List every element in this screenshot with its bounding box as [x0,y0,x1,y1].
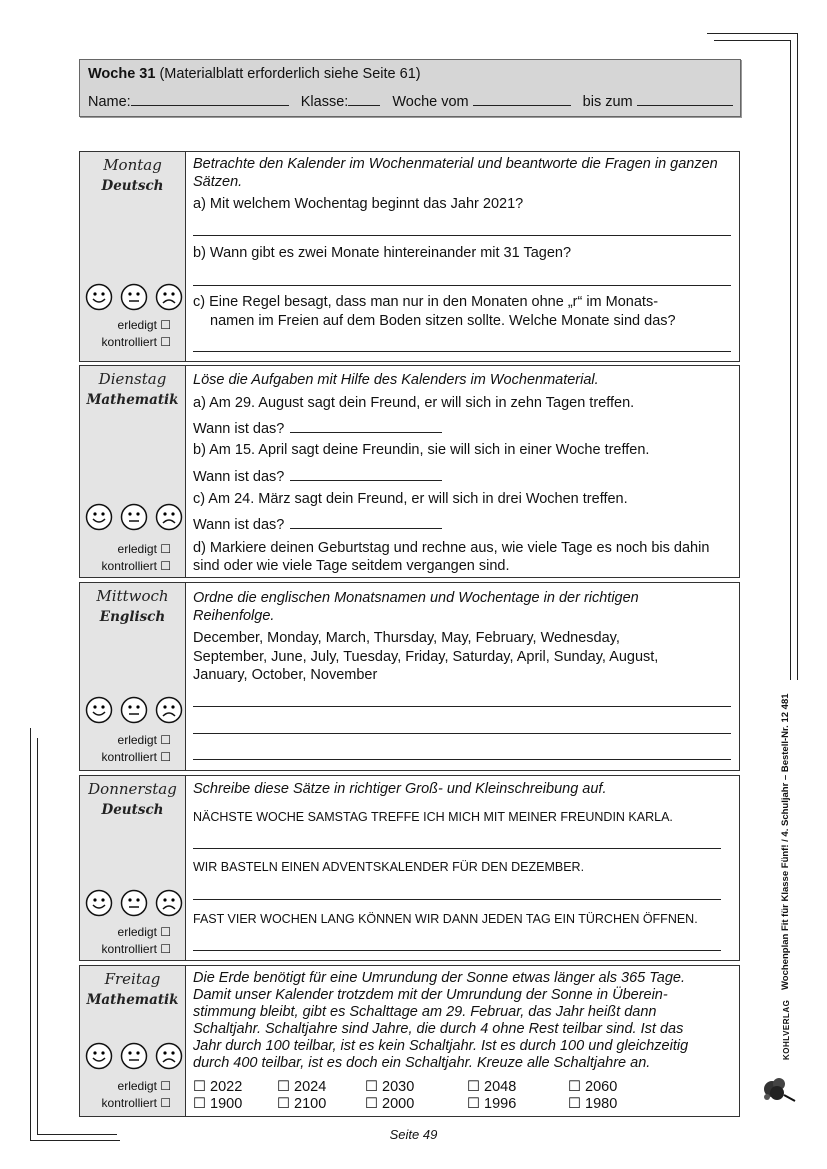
sad-face-icon[interactable] [155,696,183,724]
subject-label: Mathematik [86,392,179,408]
checked-checkbox[interactable]: kontrolliert ☐ [101,750,171,764]
done-checkbox[interactable]: erledigt ☐ [117,925,171,939]
year-checkbox[interactable]: ☐ 2022 [193,1079,243,1095]
week-note: (Materialblatt erforderlich siehe Seite 61) [159,66,421,82]
section-tuesday [79,365,740,578]
sad-face-icon[interactable] [155,1042,183,1070]
question-c-cont: namen im Freien auf dem Boden sitzen sollte. Welche Monate sind das? [210,313,676,329]
neutral-face-icon[interactable] [120,696,148,724]
neutral-face-icon[interactable] [120,1042,148,1070]
answer-line[interactable] [193,351,731,352]
page-number: Seite 49 [389,1127,438,1142]
year-checkbox[interactable]: ☐ 1900 [193,1096,243,1112]
done-checkbox[interactable]: erledigt ☐ [117,542,171,556]
answer-line[interactable] [193,899,721,900]
question-b: b) Wann gibt es zwei Monate hintereinander mit 31 Tagen? [193,245,572,261]
word-list: January, October, November [193,667,378,683]
question-d-cont: sind oder wie viele Tage seitdem vergangen sind. [193,558,510,574]
done-checkbox[interactable]: erledigt ☐ [117,733,171,747]
header-box [79,59,741,117]
frame-line [707,33,797,34]
day-label: Freitag [104,970,161,988]
publisher-text: KOHLVERLAG [782,999,791,1060]
answer-line[interactable] [193,285,731,286]
year-checkbox[interactable]: ☐ 1996 [467,1096,517,1112]
task-text: Schaltjahr. Schaltjahre sind Jahre, die durch 4 ohne Rest teilbar sind. Ist das [193,1021,684,1037]
happy-face-icon[interactable] [85,889,113,917]
subject-label: Englisch [99,609,166,625]
when-label: Wann ist das? [193,421,285,437]
frame-line [37,738,38,1134]
answer-row [193,468,731,486]
section-wednesday [79,582,740,771]
year-checkbox[interactable]: ☐ 2060 [568,1079,618,1095]
sentence-2: WIR BASTELN EINEN ADVENTSKALENDER FÜR DEN DEZEMBER. [193,860,585,874]
answer-line[interactable] [193,235,731,236]
done-checkbox[interactable]: erledigt ☐ [117,318,171,332]
year-checkbox[interactable]: ☐ 2000 [365,1096,415,1112]
year-checkbox[interactable]: ☐ 2030 [365,1079,415,1095]
sad-face-icon[interactable] [155,889,183,917]
week-label: Woche 31 [88,66,156,82]
neutral-face-icon[interactable] [120,283,148,311]
day-panel [80,152,186,361]
rating-smileys [85,1042,183,1070]
side-info-text: Wochenplan Fit für Klasse Fünf! / 4. Schuljahr – Bestell-Nr. 12 481 [780,693,791,990]
word-list: September, June, July, Tuesday, Friday, Saturday, April, Sunday, August, [193,649,659,665]
task-intro-cont: Reihenfolge. [193,608,275,624]
sad-face-icon[interactable] [155,283,183,311]
class-label: Klasse: [300,94,349,110]
frame-line [790,40,791,680]
day-label: Donnerstag [88,780,177,798]
until-label: bis zum [582,94,633,110]
checked-checkbox[interactable]: kontrolliert ☐ [101,1096,171,1110]
when-label: Wann ist das? [193,517,285,533]
answer-row [193,420,731,438]
answer-row [193,516,731,534]
checked-checkbox[interactable]: kontrolliert ☐ [101,942,171,956]
question-c: c) Eine Regel besagt, dass man nur in den Monaten ohne „r“ im Monats- [193,294,659,310]
week-from-label: Woche vom [392,94,469,110]
frame-line [30,728,31,1140]
question-c: c) Am 24. März sagt dein Freund, er will sich in drei Wochen treffen. [193,491,628,507]
answer-line[interactable] [193,950,721,951]
when-label: Wann ist das? [193,469,285,485]
question-d: d) Markiere deinen Geburtstag und rechne aus, wie viele Tage es noch bis dahin [193,540,710,556]
done-checkbox[interactable]: erledigt ☐ [117,1079,171,1093]
answer-field[interactable] [290,420,442,433]
task-intro: Betrachte den Kalender im Wochenmaterial und beantworte die Fragen in ganzen Sätzen. [193,156,718,190]
happy-face-icon[interactable] [85,283,113,311]
section-friday [79,965,740,1117]
publisher-logo-icon [762,1073,798,1103]
task-text: Damit unser Kalender trotzdem mit der Umrundung der Sonne in Überein- [193,987,668,1003]
until-field[interactable] [637,93,733,106]
section-thursday [79,775,740,961]
year-checkbox[interactable]: ☐ 2100 [277,1096,327,1112]
section-monday [79,151,740,362]
answer-line[interactable] [193,733,731,734]
neutral-face-icon[interactable] [120,889,148,917]
checked-checkbox[interactable]: kontrolliert ☐ [101,335,171,349]
subject-label: Mathematik [86,992,179,1008]
rating-smileys [85,503,183,531]
frame-line [797,33,798,680]
question-b: b) Am 15. April sagt deine Freundin, sie will sich in einer Woche treffen. [193,442,650,458]
task-text: Die Erde benötigt für eine Umrundung der Sonne etwas länger als 365 Tage. [193,970,685,986]
year-checkbox[interactable]: ☐ 2024 [277,1079,327,1095]
word-list: December, Monday, March, Thursday, May, February, Wednesday, [193,630,620,646]
answer-field[interactable] [290,468,442,481]
task-text: Jahr durch 100 teilbar, ist es kein Schaltjahr. Ist es durch 100 und gleichzeitig [193,1038,689,1054]
day-panel [80,776,186,960]
year-checkbox[interactable]: ☐ 2048 [467,1079,517,1095]
sentence-3: FAST VIER WOCHEN LANG KÖNNEN WIR DANN JEDEN TAG EIN TÜRCHEN ÖFFNEN. [193,912,698,926]
answer-line[interactable] [193,759,731,760]
happy-face-icon[interactable] [85,1042,113,1070]
answer-line[interactable] [193,848,721,849]
answer-field[interactable] [290,516,442,529]
task-intro: Ordne die englischen Monatsnamen und Wochentage in der richtigen [193,590,639,606]
frame-line [714,40,791,41]
happy-face-icon[interactable] [85,503,113,531]
year-checkbox[interactable]: ☐ 1980 [568,1096,618,1112]
rating-smileys [85,889,183,917]
sad-face-icon[interactable] [155,503,183,531]
name-field[interactable] [131,93,289,106]
rating-smileys [85,696,183,724]
subject-label: Deutsch [101,178,164,194]
day-panel [80,583,186,770]
question-a: a) Mit welchem Wochentag beginnt das Jahr 2021? [193,196,524,212]
task-text: stimmung bleibt, gibt es Schalttage am 29. Februar, das Jahr heißt dann [193,1004,657,1020]
task-intro: Schreibe diese Sätze in richtiger Groß- und Kleinschreibung auf. [193,781,607,797]
question-a: a) Am 29. August sagt dein Freund, er will sich in zehn Tagen treffen. [193,395,635,411]
week-from-field[interactable] [473,93,571,106]
day-panel [80,966,186,1116]
class-field[interactable] [348,93,380,106]
task-intro: Löse die Aufgaben mit Hilfe des Kalenders im Wochenmaterial. [193,372,599,388]
checked-checkbox[interactable]: kontrolliert ☐ [101,559,171,573]
answer-line[interactable] [193,706,731,707]
neutral-face-icon[interactable] [120,503,148,531]
subject-label: Deutsch [101,802,164,818]
happy-face-icon[interactable] [85,696,113,724]
day-label: Mittwoch [96,587,169,605]
day-label: Montag [103,156,162,174]
sentence-1: NÄCHSTE WOCHE SAMSTAG TREFFE ICH MICH MIT MEINER FREUNDIN KARLA. [193,810,673,824]
task-text: durch 400 teilbar, ist es doch ein Schaltjahr. Kreuze alle Schaltjahre an. [193,1055,651,1071]
name-label: Name: [88,94,131,110]
day-panel [80,366,186,577]
rating-smileys [85,283,183,311]
day-label: Dienstag [98,370,167,388]
